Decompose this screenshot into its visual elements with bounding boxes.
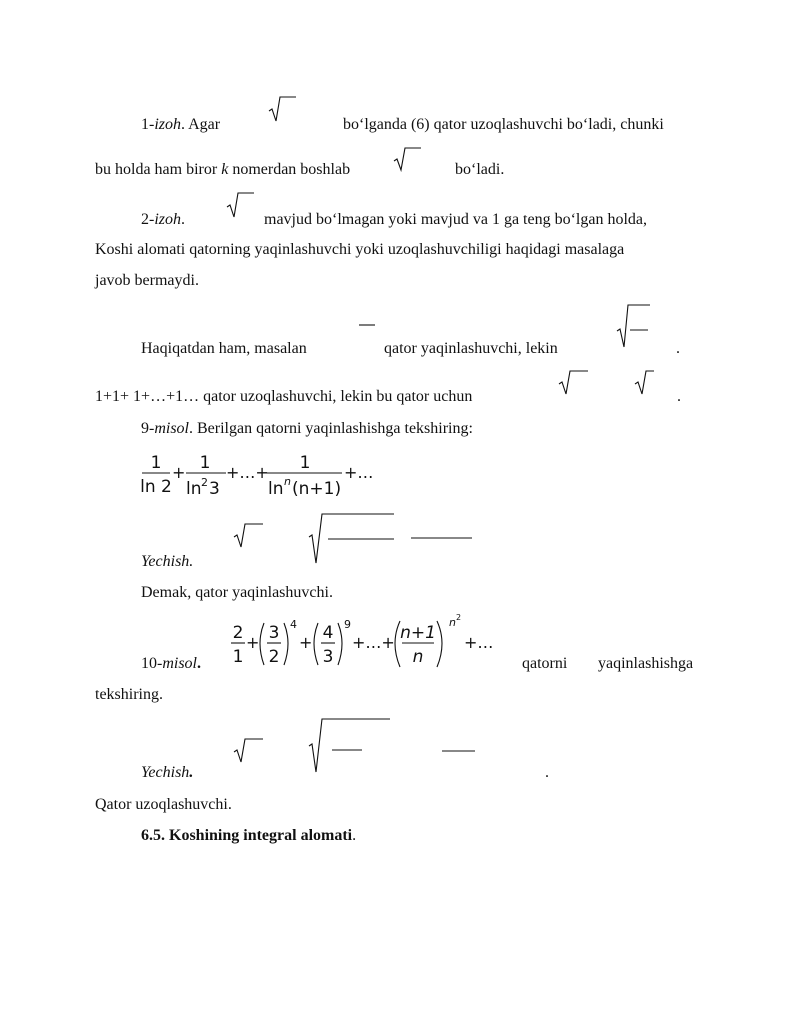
sqrt-symbol-9 <box>233 737 267 767</box>
line2-start: bu holda ham biror <box>95 161 222 178</box>
f1-numerator: 1 <box>150 453 162 473</box>
solution-9-conclusion: Demak, qator yaqinlashuvchi. <box>141 584 333 601</box>
b-numerator: 3 <box>268 623 280 643</box>
series-tail: +… <box>464 633 494 652</box>
example-10-line2: tekshiring. <box>95 686 163 703</box>
ellipsis-plus: +…+ <box>352 633 395 652</box>
example-dot: . <box>197 655 201 672</box>
var-k: k <box>221 161 229 178</box>
sqrt-symbol-10 <box>308 716 394 776</box>
f3-numerator: 1 <box>299 453 311 473</box>
plus-sign: + <box>246 633 260 652</box>
line2-mid: nomerdan boshlab <box>228 161 351 178</box>
c-exponent: 9 <box>344 618 351 631</box>
remark-2-label <box>141 210 185 230</box>
series-ones-text: 1+1+ 1+…+1… qator uzoqlashuvchi, lekin bu qator uchun <box>95 388 473 405</box>
solution-10-label <box>141 763 193 783</box>
remark-1-label <box>141 115 220 135</box>
solution-10-conclusion: Qator uzoqlashuvchi. <box>95 796 232 813</box>
example-number: 10- <box>141 655 163 672</box>
remark-number: 2- <box>141 211 155 228</box>
section-dot: . <box>352 827 357 844</box>
series-formula-9 <box>138 448 388 504</box>
series-tail: +… <box>344 463 374 482</box>
b-exponent: 4 <box>290 618 297 631</box>
a-denominator: 1 <box>232 647 244 667</box>
a-numerator: 2 <box>232 623 244 643</box>
solution-9-label: Yechish. <box>141 553 194 570</box>
fraction-bar <box>358 322 378 328</box>
b-denominator: 2 <box>268 647 280 667</box>
sqrt-symbol-7 <box>233 522 267 552</box>
d-exponent: n <box>449 616 456 629</box>
remark-word: izoh <box>154 116 181 133</box>
fraction-bar-3 <box>441 748 479 754</box>
example-text-2: qator yaqinlashuvchi, lekin <box>384 340 558 357</box>
sqrt-symbol-4 <box>616 303 656 353</box>
solution-dot: . <box>189 764 194 781</box>
c-numerator: 4 <box>322 623 334 643</box>
c-denominator: 3 <box>322 647 334 667</box>
d-numerator: n+1 <box>400 623 436 643</box>
sqrt-symbol-2 <box>393 146 423 176</box>
f3-den-ln: ln <box>268 479 284 499</box>
remark-1-text: bo‘lganda (6) qator uzoqlashuvchi bo‘ladi, chunki <box>343 116 664 133</box>
remark-label-end: . <box>181 211 185 228</box>
example-word: misol <box>154 420 189 437</box>
f2-den-ln: ln <box>186 479 202 499</box>
remark-number: 1- <box>141 116 155 133</box>
plus-sign: + <box>172 463 186 482</box>
series-ones-end: . <box>677 388 681 405</box>
solution-10-end: . <box>545 764 549 781</box>
example-10-word-yaqinlashishga: yaqinlashishga <box>598 655 694 672</box>
sqrt-symbol-5 <box>558 369 592 399</box>
example-text-1: Haqiqatdan ham, masalan <box>141 340 307 357</box>
plus-sign-2: + <box>299 633 313 652</box>
sqrt-symbol-8 <box>308 511 398 567</box>
remark-2-text: mavjud bo‘lmagan yoki mavjud va 1 ga teng bo‘lgan holda, <box>264 211 648 228</box>
section-title: 6.5. Koshining integral alomati <box>141 827 353 844</box>
f2-den-base: 3 <box>209 479 220 499</box>
f1-denominator: ln 2 <box>140 477 172 497</box>
remark-2-line3: javob bermaydi. <box>95 272 199 289</box>
example-9-heading <box>141 419 473 439</box>
example-number: 9- <box>141 420 155 437</box>
remark-1-line2-end: bo‘ladi. <box>455 161 505 178</box>
series-formula-10 <box>228 613 508 675</box>
sqrt-symbol-1 <box>268 95 298 125</box>
f3-den-exponent: n <box>284 475 291 488</box>
example-text-end: . <box>676 340 680 357</box>
example-10-word-qatorni: qatorni <box>522 655 568 672</box>
f2-den-exponent: 2 <box>201 476 208 489</box>
ellipsis-plus: +…+ <box>226 463 269 482</box>
d-denominator: n <box>412 647 424 667</box>
remark-label-end: . Agar <box>181 116 221 133</box>
f2-numerator: 1 <box>199 453 211 473</box>
remark-word: izoh <box>154 211 181 228</box>
sqrt-symbol-3 <box>226 191 256 221</box>
section-heading <box>141 826 356 846</box>
example-word: misol <box>162 655 197 672</box>
d-exponent-power: 2 <box>456 613 462 622</box>
solution-word: Yechish <box>141 764 190 781</box>
f3-den-argument: (n+1) <box>292 479 342 499</box>
sqrt-symbol-6 <box>634 369 658 399</box>
example-task: . Berilgan qatorni yaqinlashishga tekshiring: <box>189 420 473 437</box>
example-10-heading <box>141 654 201 674</box>
remark-1-line2 <box>95 160 350 180</box>
remark-2-line2: Koshi alomati qatorning yaqinlashuvchi yoki uzoqlashuvchiligi haqidagi masalaga <box>95 241 625 258</box>
fraction-bar-2 <box>410 535 476 541</box>
